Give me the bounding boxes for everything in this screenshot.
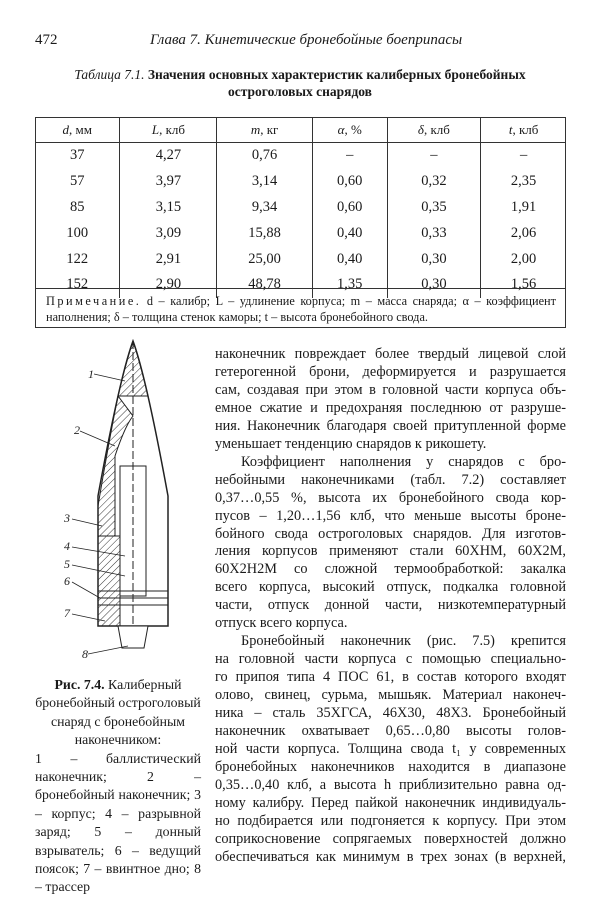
table-row: [35, 220, 566, 246]
table-row: [35, 246, 566, 272]
figure-caption-title: Калиберный бронебойный остроголовый снаряд с бронебойным наконечником:: [35, 677, 201, 748]
table-cell: 85: [69, 198, 85, 215]
body-text: [215, 346, 566, 867]
text-line: бойного свода остроголовых снарядов. Для изготов-: [215, 525, 566, 542]
table-cell: 1,35: [312, 272, 387, 298]
text-line: гетерогенной брони, деформируется и разрушается: [215, 363, 566, 380]
table-cell: 0,76: [217, 143, 312, 169]
projectile-drawing: [64, 336, 200, 661]
column-header: [217, 117, 312, 143]
column-header: [35, 117, 120, 143]
text-line: ной части корпуса. Толщина свода t₁ у современных: [215, 740, 566, 757]
column-symbol: L: [151, 121, 160, 137]
table-cell: 0,40: [312, 220, 387, 246]
text-line: емное сжатие и предохраняя последнюю от разруше-: [215, 399, 566, 416]
column-symbol: α: [337, 121, 345, 137]
table-caption: [35, 66, 565, 100]
table-cell: 0,30: [387, 272, 481, 298]
table-cell: 0,60: [312, 169, 387, 195]
column-symbol: t: [508, 121, 513, 137]
text-line: ника – сталь 35ХГСА, 46Х30, 48Х3. Бронебойный: [215, 705, 566, 722]
note-divider: [35, 288, 566, 289]
figure-label-8: 8: [82, 647, 88, 661]
column-unit: , %: [344, 121, 362, 137]
text-line: небойными наконечниками (табл. 7.2) составляет: [215, 471, 566, 488]
figure-label-5: 5: [64, 557, 70, 571]
table-cell: 9,34: [217, 195, 312, 221]
figure-label-6: 6: [64, 574, 70, 588]
table-cell: 0,60: [312, 195, 387, 221]
text-line: части, отпуск донной части, низкотемпературный: [215, 597, 566, 614]
text-line: Коэффициент наполнения у снарядов с бро-: [241, 453, 566, 470]
text-line: наконечник охватывает 0,65…0,80 высоты голов-: [215, 723, 566, 740]
table-cell: 3,14: [217, 169, 312, 195]
text-line: соприкосновение сопрягаемых поверхностей должно: [215, 830, 566, 847]
column-header: [387, 117, 481, 143]
table-cell: 25,00: [217, 246, 312, 272]
note-text: d – калибр; L – удлинение корпуса; m – масса снаряда; α – коэффициент наполнения; δ – толщина стенок каморы; t – высота бронебойного свода.: [46, 294, 556, 324]
table-row: [35, 195, 566, 221]
figure-label-4: 4: [64, 539, 70, 553]
table-caption-label: Таблица 7.1.: [74, 67, 145, 82]
table-cell: –: [387, 143, 481, 169]
figure-label-3: 3: [64, 511, 70, 525]
page-number: 472: [35, 32, 58, 48]
text-line: 60Х2Н2М со сложной термообработкой: закалка: [215, 561, 566, 578]
table-cell: 0,40: [312, 246, 387, 272]
table-cell: 15,88: [217, 220, 312, 246]
figure-label-2: 2: [74, 423, 80, 437]
text-line: 0,35…0,40 клб, а высота h приблизительно равна од-: [215, 776, 566, 793]
note-label: Примечание.: [46, 294, 142, 308]
figure-caption-label: Рис. 7.4.: [54, 677, 105, 692]
figure-label-7: 7: [64, 606, 70, 620]
column-header: [120, 117, 217, 143]
table-row: [35, 143, 566, 169]
table-cell: 0,30: [387, 246, 481, 272]
table-cell: –: [481, 143, 566, 169]
table-cell: 57: [69, 173, 85, 190]
table-note: [46, 293, 556, 325]
column-unit: , мм: [69, 121, 92, 137]
column-symbol: δ: [417, 121, 424, 137]
figure-label-1: 1: [88, 367, 94, 381]
text-line: отпуск всего корпуса.: [215, 615, 348, 632]
text-line: всего корпуса, высокий отпуск, подкалка головной: [215, 579, 566, 596]
figure-caption-legend: 1 – баллистический наконечник; 2 – бронебойный наконечник; 3 – корпус; 4 – разрывной заряд; 5 – донный взрыватель; 6 – ведущий поясок; 7 – ввинтное дно; 8 – трассер: [35, 750, 201, 895]
table-cell: 4,27: [120, 143, 217, 169]
table-cell: 2,35: [481, 169, 566, 195]
text-line: сам, создавая при этом в головной части корпуса объ-: [215, 381, 566, 398]
column-unit: , клб: [423, 121, 450, 137]
text-line: пусов – 1,20…1,56 клб, что меньше высоты броне-: [215, 507, 566, 524]
table-cell: 100: [66, 224, 89, 241]
text-line: го припоя типа 4 ПОС 61, в состав которого входят: [215, 669, 566, 686]
text-line: ления корпусов применяют стали 60ХНМ, 60Х2М,: [215, 543, 566, 560]
column-unit: , клб: [512, 121, 539, 137]
text-line: уменьшает тенденцию снарядов к рикошету.: [215, 435, 487, 452]
table-cell: 0,32: [387, 169, 481, 195]
text-line: олово, свинец, сурьма, мышьяк. Материал наконеч-: [215, 687, 566, 704]
table-cell: –: [312, 143, 387, 169]
text-line: ному калибру. Перед пайкой наконечник индивидуаль-: [215, 794, 566, 811]
running-title: Глава 7. Кинетические бронебойные боеприпасы: [150, 32, 463, 48]
table-cell: 152: [66, 276, 89, 293]
table-cell: 2,91: [120, 246, 217, 272]
text-line: бронебойных наконечников находится в диапазоне: [215, 758, 566, 775]
table-cell: 3,97: [120, 169, 217, 195]
text-line: на головной части корпуса с помощью специально-: [215, 651, 566, 668]
table-cell: 37: [69, 147, 85, 164]
table-row: [35, 169, 566, 195]
table-cell: 1,56: [481, 272, 566, 298]
column-symbol: m: [250, 121, 261, 137]
table-cell: 2,90: [120, 272, 217, 298]
text-line: Бронебойный наконечник (рис. 7.5) крепится: [241, 633, 566, 650]
text-line: обеспечиваться как минимум в трех зонах (в верхней,: [215, 848, 566, 865]
data-table: [35, 117, 566, 298]
table-cell: 2,06: [481, 220, 566, 246]
column-symbol: d: [62, 121, 70, 137]
table-cell: 48,78: [217, 272, 312, 298]
column-unit: , клб: [159, 121, 186, 137]
column-header: [312, 117, 387, 143]
table-cell: 0,35: [387, 195, 481, 221]
text-line: но подбирается или подгоняется к корпусу. При этом: [215, 812, 566, 829]
table-caption-title: Значения основных характеристик калиберных бронебойных остроголовых снарядов: [147, 67, 526, 99]
table-cell: 1,91: [481, 195, 566, 221]
table-cell: 2,00: [481, 246, 566, 272]
table-cell: 122: [66, 250, 89, 267]
figure-caption: [35, 676, 201, 897]
column-unit: , кг: [260, 121, 279, 137]
column-header: [481, 117, 566, 143]
table-cell: 3,15: [120, 195, 217, 221]
text-line: ния. Наконечник благодаря своей притупленной форме: [215, 417, 566, 434]
text-line: 0,37…0,55 %, высота их бронебойного свода кор-: [215, 489, 566, 506]
text-line: наконечник повреждает более твердый лицевой слой: [215, 346, 566, 362]
table-cell: 0,33: [387, 220, 481, 246]
table-cell: 3,09: [120, 220, 217, 246]
